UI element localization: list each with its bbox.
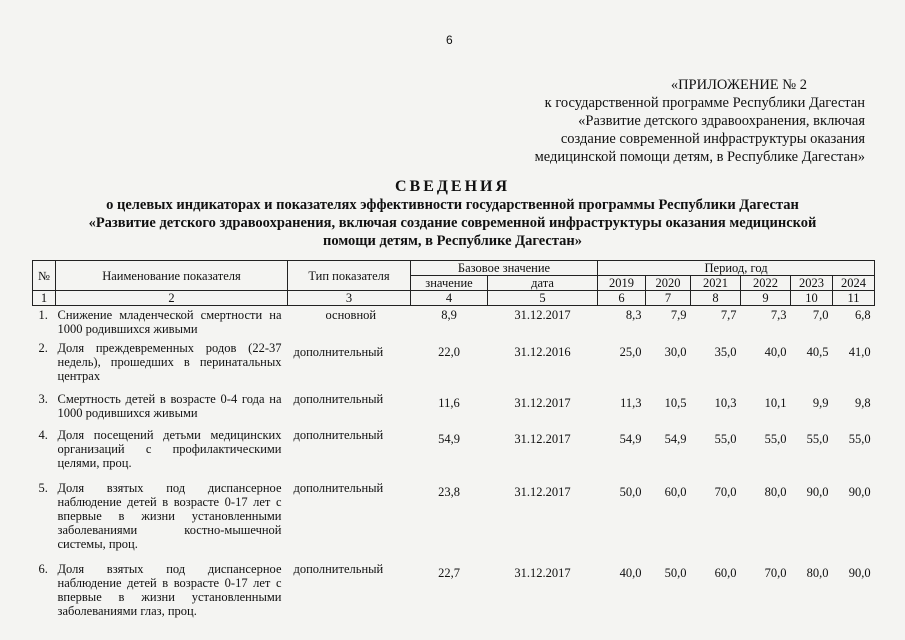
header-base-value: Базовое значение: [411, 261, 598, 276]
year-value: 40,5: [806, 345, 829, 359]
year-value: 8,3: [625, 308, 642, 322]
year-value: 10,5: [664, 396, 687, 410]
year-value: 7,3: [770, 308, 787, 322]
column-number: 2: [56, 291, 288, 306]
base-value: 22,7: [438, 566, 460, 580]
year-value: 60,0: [664, 485, 687, 499]
year-value: 90,0: [848, 485, 871, 499]
header-year: 2020: [646, 276, 691, 291]
header-no: №: [33, 261, 56, 291]
column-number: 7: [646, 291, 691, 306]
year-value: 30,0: [664, 345, 687, 359]
indicator-type: дополнительный: [293, 392, 384, 406]
year-value: 80,0: [806, 566, 829, 580]
indicator-name: Доля преждевременных родов (22-37 недель), прошедших в перинатальных центрах: [57, 341, 282, 383]
page-number: 6: [446, 33, 453, 47]
year-value: 54,9: [664, 432, 687, 446]
year-value: 50,0: [619, 485, 642, 499]
header-date: дата: [488, 276, 598, 291]
indicators-table: [32, 260, 875, 626]
column-number: 4: [411, 291, 488, 306]
document-subtitle-line: о целевых индикаторах и показателях эффективности государственной программы Республики Дагестан: [106, 197, 799, 213]
column-number: 8: [691, 291, 741, 306]
table-row: [33, 426, 875, 479]
column-number: 11: [833, 291, 875, 306]
base-date: 31.12.2017: [514, 485, 571, 499]
row-number: 4.: [38, 428, 48, 442]
column-number: 10: [791, 291, 833, 306]
table-row: [33, 306, 875, 340]
year-value: 6,8: [854, 308, 871, 322]
header-name: Наименование показателя: [56, 261, 288, 291]
appendix-line: к государственной программе Республики Дагестан: [544, 95, 865, 111]
year-value: 25,0: [619, 345, 642, 359]
base-date: 31.12.2016: [514, 345, 571, 359]
appendix-line: создание современной инфраструктуры оказания: [560, 131, 865, 147]
year-value: 60,0: [714, 566, 737, 580]
year-value: 55,0: [806, 432, 829, 446]
base-value: 23,8: [438, 485, 460, 499]
indicator-name: Доля взятых под диспансерное наблюдение детей в возрасте 0-17 лет с впервые в жизни установленными заболеваниями глаз, проц.: [57, 562, 282, 618]
year-value: 55,0: [848, 432, 871, 446]
table-row: [33, 479, 875, 560]
indicator-type: дополнительный: [293, 481, 384, 495]
year-value: 10,3: [714, 396, 737, 410]
year-value: 35,0: [714, 345, 737, 359]
year-value: 40,0: [619, 566, 642, 580]
table-header-row: [33, 261, 875, 276]
year-value: 9,8: [854, 396, 871, 410]
document-heading: [0, 178, 905, 250]
column-number-row: [33, 291, 875, 306]
document-subtitle-line: помощи детям, в Республике Дагестан»: [323, 233, 582, 249]
appendix-line: медицинской помощи детям, в Республике Дагестан»: [534, 149, 865, 165]
appendix-block: [445, 76, 865, 166]
header-type: Тип показателя: [288, 261, 411, 291]
base-date: 31.12.2017: [514, 308, 571, 322]
year-value: 7,9: [670, 308, 687, 322]
base-value: 22,0: [438, 345, 460, 359]
appendix-line: «ПРИЛОЖЕНИЕ № 2: [670, 77, 807, 93]
indicator-type: основной: [325, 308, 377, 322]
year-value: 90,0: [848, 566, 871, 580]
column-number: 1: [33, 291, 56, 306]
base-date: 31.12.2017: [514, 566, 571, 580]
year-value: 41,0: [848, 345, 871, 359]
header-period: Период, год: [598, 261, 875, 276]
header-year: 2019: [598, 276, 646, 291]
year-value: 55,0: [764, 432, 787, 446]
year-value: 50,0: [664, 566, 687, 580]
base-value: 11,6: [438, 396, 460, 410]
indicator-type: дополнительный: [293, 562, 384, 576]
row-number: 5.: [38, 481, 48, 495]
year-value: 55,0: [714, 432, 737, 446]
row-number: 3.: [38, 392, 48, 406]
row-number: 6.: [38, 562, 48, 576]
table-row: [33, 339, 875, 390]
year-value: 11,3: [620, 396, 642, 410]
indicator-name: Снижение младенческой смертности на 1000 родившихся живыми: [57, 308, 282, 336]
year-value: 90,0: [806, 485, 829, 499]
row-number: 2.: [38, 341, 48, 355]
indicator-name: Доля посещений детьми медицинских организаций с профилактическими целями, проц.: [57, 428, 282, 470]
indicator-name: Смертность детей в возрасте 0-4 года на 1000 родившихся живыми: [57, 392, 282, 420]
indicator-type: дополнительный: [293, 428, 384, 442]
header-year: 2024: [833, 276, 875, 291]
base-date: 31.12.2017: [514, 432, 571, 446]
base-date: 31.12.2017: [514, 396, 571, 410]
column-number: 5: [488, 291, 598, 306]
column-number: 9: [741, 291, 791, 306]
indicator-name: Доля взятых под диспансерное наблюдение детей в возрасте 0-17 лет с впервые в жизни установленными заболеваниями костно-мышечной системы, проц.: [57, 481, 282, 551]
year-value: 10,1: [764, 396, 787, 410]
year-value: 80,0: [764, 485, 787, 499]
header-year: 2022: [741, 276, 791, 291]
appendix-line: «Развитие детского здравоохранения, включая: [578, 113, 865, 129]
year-value: 7,0: [812, 308, 829, 322]
header-year: 2023: [791, 276, 833, 291]
header-year: 2021: [691, 276, 741, 291]
year-value: 70,0: [714, 485, 737, 499]
indicators-table-wrapper: [32, 260, 874, 626]
year-value: 70,0: [764, 566, 787, 580]
row-number: 1.: [38, 308, 48, 322]
year-value: 40,0: [764, 345, 787, 359]
document-title: СВЕДЕНИЯ: [394, 178, 511, 195]
column-number: 3: [288, 291, 411, 306]
document-subtitle-line: «Развитие детского здравоохранения, включая создание современной инфраструктуры оказания медицинской: [88, 215, 817, 231]
header-value: значение: [411, 276, 488, 291]
indicator-type: дополнительный: [293, 345, 384, 359]
base-value: 8,9: [441, 308, 457, 322]
table-row: [33, 390, 875, 426]
base-value: 54,9: [438, 432, 460, 446]
table-row: [33, 560, 875, 626]
year-value: 7,7: [720, 308, 737, 322]
year-value: 54,9: [619, 432, 642, 446]
year-value: 9,9: [812, 396, 829, 410]
column-number: 6: [598, 291, 646, 306]
